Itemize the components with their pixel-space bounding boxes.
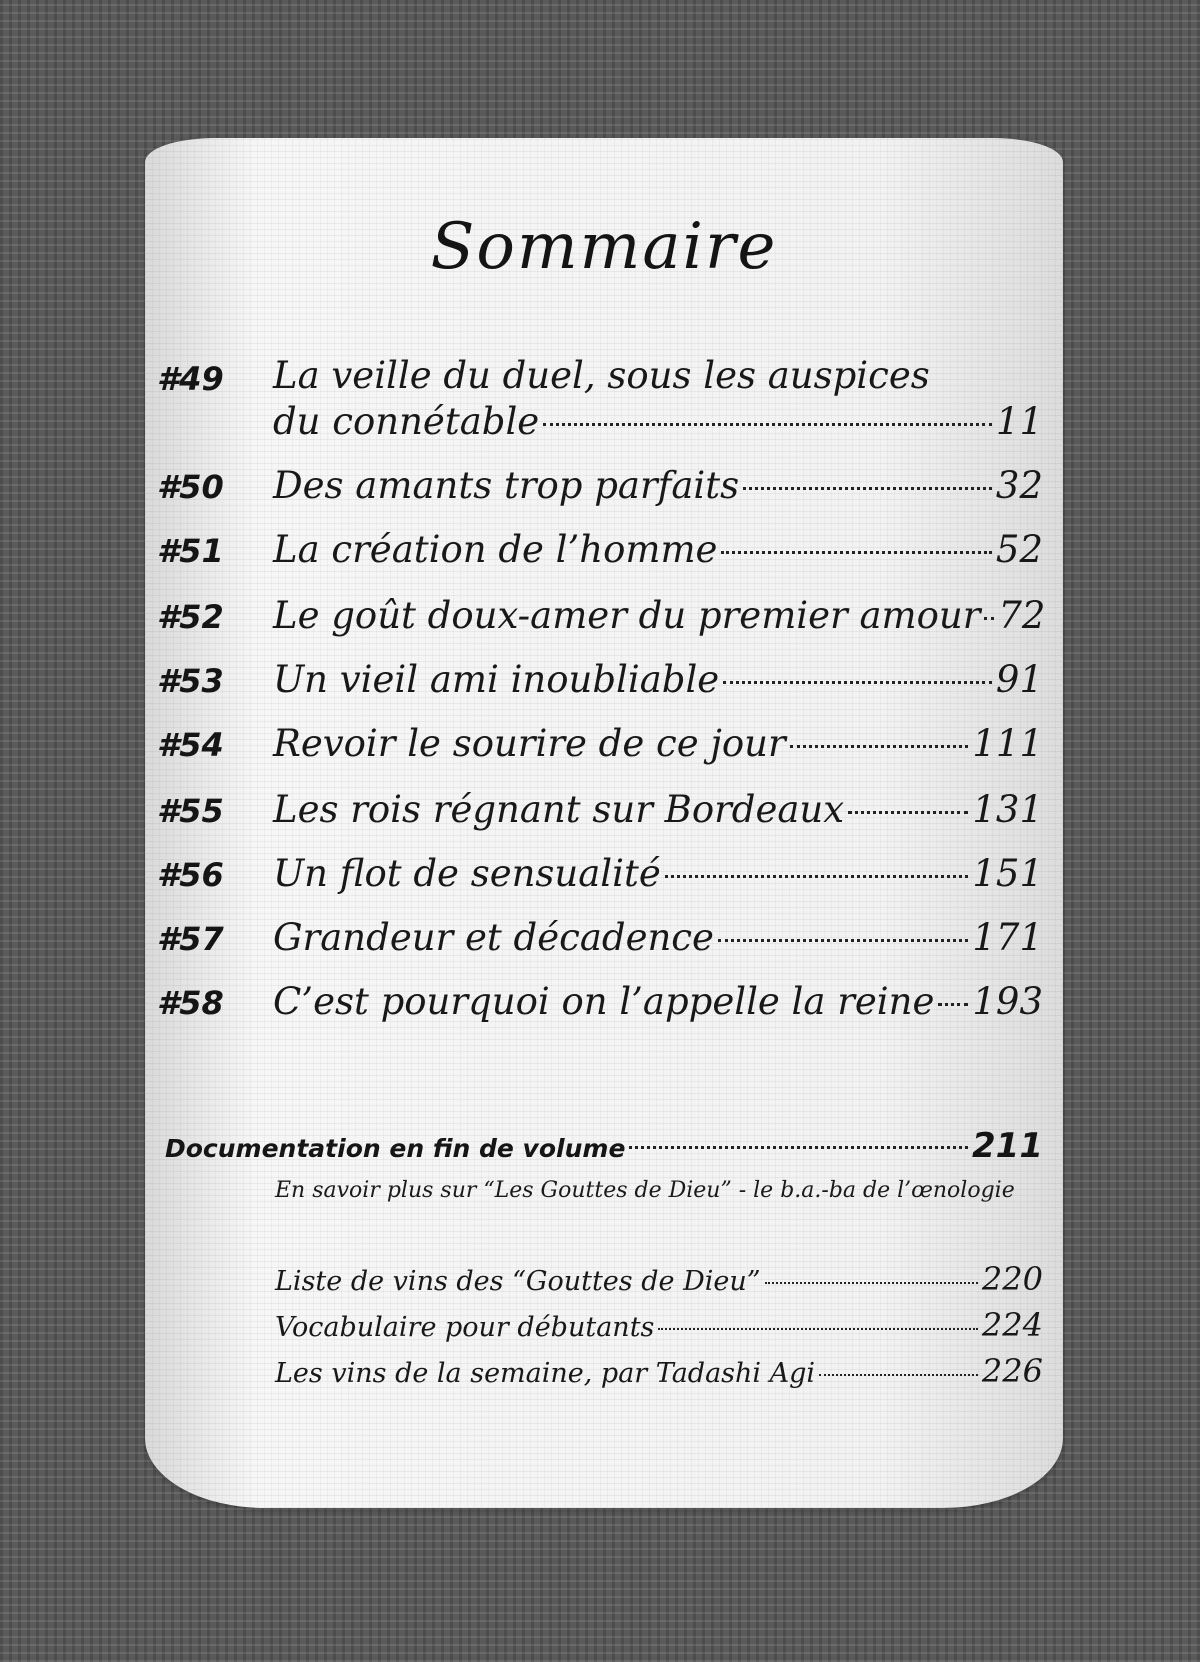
chapter-page: 72 — [998, 594, 1046, 637]
chapter-page: 151 — [972, 852, 1043, 895]
appendix-title: Liste de vins des “Gouttes de Dieu” — [275, 1266, 761, 1297]
chapter-title-line — [273, 722, 1043, 778]
dot-leader — [629, 1146, 968, 1149]
chapter-number: #57 — [157, 920, 224, 958]
chapter-entry-57 — [145, 916, 1063, 976]
chapter-number: #54 — [157, 726, 224, 764]
chapter-page: 111 — [972, 722, 1043, 765]
dot-leader — [743, 487, 992, 490]
dot-leader — [790, 745, 969, 748]
chapter-entry-50 — [145, 464, 1063, 524]
appendix-page: 224 — [981, 1306, 1043, 1344]
chapter-title-line — [273, 594, 1046, 650]
chapter-page: 91 — [995, 658, 1043, 701]
chapter-page: 11 — [995, 400, 1043, 443]
documentation-subtitle: En savoir plus sur “Les Gouttes de Dieu” - le b.a.-ba de l’œnologie — [275, 1178, 1015, 1203]
chapter-title-line — [273, 852, 1043, 908]
chapter-title-line2: du connétable 11 — [273, 400, 1043, 443]
documentation-page: 211 — [972, 1126, 1043, 1166]
chapter-title: La création de l’homme — [273, 528, 718, 571]
chapter-entry-53 — [145, 658, 1063, 718]
chapter-title: Grandeur et décadence — [273, 916, 714, 959]
dot-leader — [718, 939, 968, 942]
chapter-title-line — [273, 658, 1043, 714]
chapter-title: Le goût doux-amer du premier amour — [273, 594, 981, 637]
chapter-title-line — [273, 916, 1043, 972]
chapter-title-line — [273, 788, 1043, 844]
documentation-entry — [165, 1126, 1043, 1174]
appendix-entry — [275, 1260, 1043, 1304]
dot-leader — [665, 875, 969, 878]
chapter-entry-54 — [145, 722, 1063, 782]
chapter-entry-52 — [145, 594, 1063, 654]
chapter-page: 32 — [995, 464, 1043, 507]
chapter-page: 193 — [972, 980, 1043, 1023]
chapter-number: #53 — [157, 662, 224, 700]
chapter-number: #50 — [157, 468, 224, 506]
chapter-page: 131 — [972, 788, 1043, 831]
chapter-entry-58 — [145, 980, 1063, 1040]
dot-leader — [658, 1328, 978, 1330]
chapter-title: Les rois régnant sur Bordeaux — [273, 788, 845, 831]
chapter-title: Un vieil ami inoubliable — [273, 658, 720, 701]
dot-leader — [819, 1374, 978, 1376]
chapter-title-line1: La veille du duel, sous les auspices — [273, 354, 930, 397]
chapter-title: C’est pourquoi on l’appelle la reine — [273, 980, 935, 1023]
chapter-title-line — [273, 980, 1043, 1036]
chapter-title: Revoir le sourire de ce jour — [273, 722, 786, 765]
contents-label — [145, 138, 1063, 1508]
dot-leader — [723, 681, 992, 684]
chapter-entry-51 — [145, 528, 1063, 588]
chapter-number: #49 — [157, 360, 224, 398]
chapter-number: #55 — [157, 792, 224, 830]
documentation-title: Documentation en fin de volume — [165, 1134, 626, 1163]
appendix-page: 226 — [981, 1352, 1043, 1390]
chapter-entry-56 — [145, 852, 1063, 912]
chapter-page: 52 — [995, 528, 1043, 571]
appendix-title: Les vins de la semaine, par Tadashi Agi — [275, 1358, 816, 1389]
appendix-entry — [275, 1306, 1043, 1350]
chapter-entry-49 — [145, 354, 1063, 443]
dot-leader — [984, 617, 994, 620]
dot-leader — [543, 423, 992, 426]
chapter-number: #58 — [157, 984, 224, 1022]
chapter-title: Des amants trop parfaits — [273, 464, 740, 507]
chapter-number: #51 — [157, 532, 224, 570]
chapter-title-line — [273, 528, 1043, 584]
appendix-page: 220 — [981, 1260, 1043, 1298]
appendix-title: Vocabulaire pour débutants — [275, 1312, 655, 1343]
dot-leader — [765, 1282, 978, 1284]
chapter-title-line — [273, 464, 1043, 520]
page-title: Sommaire — [430, 210, 778, 284]
chapter-entry-55 — [145, 788, 1063, 848]
dot-leader — [848, 811, 968, 814]
appendix-entry — [275, 1352, 1043, 1396]
dot-leader — [721, 551, 991, 554]
dot-leader — [938, 1003, 968, 1006]
chapter-number: #52 — [157, 598, 224, 636]
chapter-title: Un flot de sensualité — [273, 852, 661, 895]
chapter-page: 171 — [972, 916, 1043, 959]
chapter-number: #56 — [157, 856, 224, 894]
